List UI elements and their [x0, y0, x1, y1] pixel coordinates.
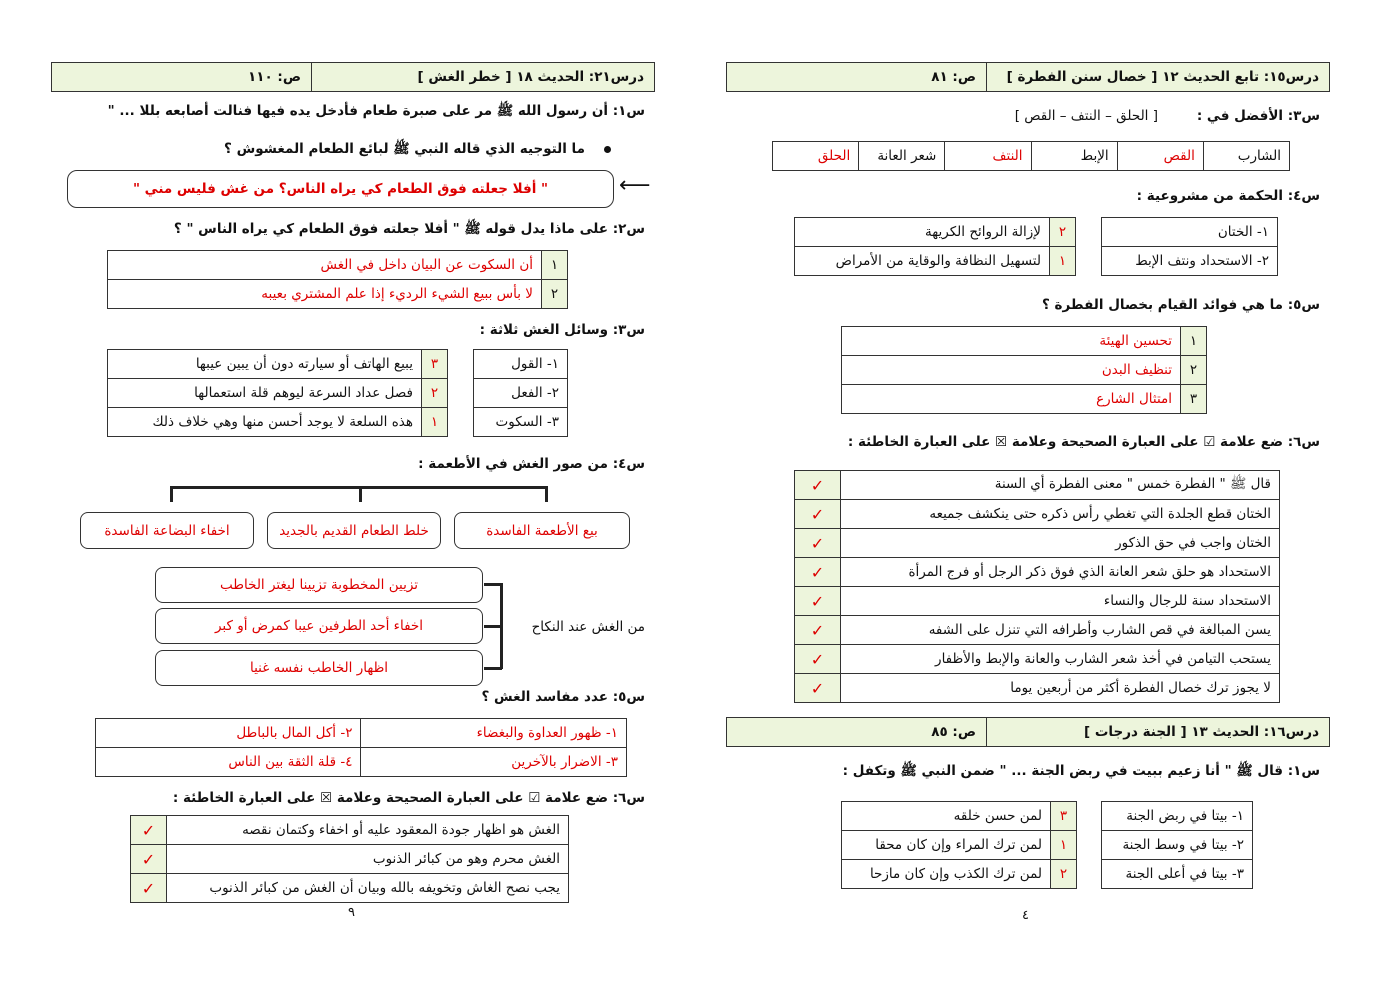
- table-row: [795, 500, 1280, 529]
- r-l16q1-num-1: ٣: [1051, 802, 1077, 831]
- r-q4-ans-2: لتسهيل النظافة والوقاية من الأمراض: [795, 247, 1050, 276]
- r-q4-items: [1101, 217, 1278, 276]
- l-q4-box-3: [80, 512, 254, 549]
- left-page-number: ٩: [348, 905, 355, 920]
- r-q6-text-8: لا يجوز ترك خصال الفطرة أكثر من أربعين يوما: [841, 674, 1280, 703]
- r-q6-text-2: الختان قطع الجلدة التي تغطي رأس ذكره حتى ينكشف جميعه: [841, 500, 1280, 529]
- table-row: [795, 558, 1280, 587]
- bracket-line: [170, 486, 173, 502]
- l-q1-sub: ما التوجيه الذي قاله النبي ﷺ لبائع الطعام المغشوش ؟: [224, 141, 585, 157]
- l-q6-text-3: يجب نصح الغاش وتخويفه بالله وبيان أن الغش من كبائر الذنوب: [167, 874, 569, 903]
- arrow-left-icon: ⟵: [619, 173, 651, 198]
- lesson16-page: ص: ٨٥: [727, 718, 987, 746]
- r-q4-label: س٤: الحكمة من مشروعية :: [1136, 188, 1320, 204]
- r-l16q1-num-3: ٢: [1051, 860, 1077, 889]
- l-q6-text-2: الغش محرم وهو من كبائر الذنوب: [167, 845, 569, 874]
- l-q1-answer-box: [67, 170, 614, 208]
- l-q3-num-2: ٢: [422, 379, 448, 408]
- l-q3-items: [473, 349, 568, 437]
- l-q4-box-1: [454, 512, 630, 549]
- check-icon: ✓: [795, 558, 841, 587]
- l-q4-label: س٤: من صور الغش في الأطعمة :: [418, 456, 645, 472]
- r-q6-text-7: يستحب التيامن في أخذ شعر الشارب والعانة والإبط والأظفار: [841, 645, 1280, 674]
- r-q6-text-3: الختان واجب في حق الذكور: [841, 529, 1280, 558]
- r-q5-table: [841, 326, 1207, 414]
- table-row: [795, 587, 1280, 616]
- r-l16q1-item-1: ١- بيتا في ربض الجنة: [1102, 802, 1253, 831]
- bracket-line: [359, 486, 362, 502]
- r-q4-answers: [794, 217, 1076, 276]
- bracket-line: [545, 486, 548, 502]
- r-q6-table: [794, 470, 1280, 703]
- r-q6-text-4: الاستحداد هو حلق شعر العانة الذي فوق ذكر الرجل أو فرج المرأة: [841, 558, 1280, 587]
- table-row: [131, 874, 569, 903]
- check-icon: ✓: [795, 674, 841, 703]
- l-q3-num-1: ٣: [422, 350, 448, 379]
- l-q2-row-1: أن السكوت عن البيان داخل في الغش: [108, 251, 542, 280]
- r-q3-a2: النتف: [945, 142, 1031, 171]
- l-q4-marriage-3-text: اظهار الخاطب نفسه غنيا: [249, 660, 389, 676]
- r-l16q1-ans-2: لمن ترك المراء وإن كان محقا: [842, 831, 1051, 860]
- l-q4-marriage-box-3: [155, 650, 483, 686]
- l-q6-text-1: الغش هو اظهار جودة المعقود عليه أو اخفاء وكتمان نقصه: [167, 816, 569, 845]
- r-q3-label: س٣: الأفضل في :: [1196, 108, 1320, 124]
- r-q3-choices: [ الحلق – النتف – القص ]: [1014, 108, 1158, 124]
- l-q5-cell-4: ٤- قلة الثقة بين الناس: [96, 748, 361, 777]
- l-q4-marriage-2-text: اخفاء أحد الطرفين عيبا كمرض أو كبر: [214, 618, 424, 634]
- r-q6-text-1: قال ﷺ " الفطرة خمس " معنى الفطرة أي السنة: [841, 471, 1280, 500]
- table-row: [795, 529, 1280, 558]
- l-q2-label: س٢: على ماذا يدل قوله ﷺ " أفلا جعلته فوق الطعام كي يراه الناس " ؟: [173, 221, 645, 237]
- table-row: [795, 674, 1280, 703]
- l-q1-answer: " أفلا جعلته فوق الطعام كي يراه الناس؟ من غش فليس مني ": [132, 181, 549, 197]
- lesson21-title: درس٢١: الحديث ١٨ [ خطر الغش ]: [417, 69, 644, 85]
- l-q3-num-3: ١: [422, 408, 448, 437]
- table-row: [131, 845, 569, 874]
- bracket-line: [484, 583, 502, 586]
- r-q4-item-2: ٢- الاستحداد ونتف الإبط: [1102, 247, 1278, 276]
- l-q5-label: س٥: عدد مفاسد الغش ؟: [481, 689, 645, 705]
- r-q5-num-3: ٣: [1181, 385, 1207, 414]
- l-q4-box-2: [267, 512, 441, 549]
- l-q6-label: س٦: ضع علامة ☑ على العبارة الصحيحة وعلامة ☒ على العبارة الخاطئة :: [172, 790, 645, 806]
- check-icon: ✓: [131, 874, 167, 903]
- r-l16q1-ans-1: لمن حسن خلقه: [842, 802, 1051, 831]
- l-q2-num-1: ١: [542, 251, 568, 280]
- r-q5-row-1: تحسين الهيئة: [842, 327, 1181, 356]
- r-q5-label: س٥: ما هي فوائد القيام بخصال الفطرة ؟: [1042, 297, 1320, 313]
- r-q4-item-1: ١- الختان: [1102, 218, 1278, 247]
- l-q4-marriage-1-text: تزيين المخطوبة تزيينا ليغتر الخاطب: [219, 577, 419, 593]
- r-l16q1-label: س١: قال ﷺ " أنا زعيم ببيت في ربض الجنة ... " ضمن النبي ﷺ وتكفل :: [842, 763, 1320, 779]
- check-icon: ✓: [795, 500, 841, 529]
- lesson16-header: [726, 717, 1330, 747]
- l-q4-marriage-box-1: [155, 567, 483, 603]
- l-q5-table: [95, 718, 627, 777]
- l-q6-table: [130, 815, 569, 903]
- r-q3-a1: القص: [1117, 142, 1203, 171]
- lesson21-header: [51, 62, 655, 92]
- r-q3-h3: شعر العانة: [859, 142, 945, 171]
- r-q3-a3: الحلق: [773, 142, 859, 171]
- r-l16q1-num-2: ١: [1051, 831, 1077, 860]
- check-icon: ✓: [131, 816, 167, 845]
- right-page-number: ٤: [1022, 908, 1029, 923]
- l-q3-answers: [107, 349, 448, 437]
- l-q3-item-2: ٢- الفعل: [474, 379, 568, 408]
- r-l16q1-item-3: ٣- بيتا في أعلى الجنة: [1102, 860, 1253, 889]
- check-icon: ✓: [795, 645, 841, 674]
- l-q1-label: س١: أن رسول الله ﷺ مر على صبرة طعام فأدخل يده فيها فنالت أصابعه بللا ... ": [107, 103, 645, 119]
- r-l16q1-item-2: ٢- بيتا في وسط الجنة: [1102, 831, 1253, 860]
- l-q2-row-2: لا بأس ببيع الشيء الرديء إذا علم المشتري بعيبه: [108, 280, 542, 309]
- l-q4-box-2-text: خلط الطعام القديم بالجديد: [279, 522, 429, 539]
- l-q4-marriage-box-2: [155, 608, 483, 644]
- l-q4-marriage-label: من الغش عند النكاح: [531, 619, 645, 635]
- l-q3-item-1: ١- القول: [474, 350, 568, 379]
- l-q5-cell-2: ٢- أكل المال بالباطل: [96, 719, 361, 748]
- lesson15-header: [726, 62, 1330, 92]
- r-l16q1-ans-3: لمن ترك الكذب وإن كان مازحا: [842, 860, 1051, 889]
- table-row: [795, 645, 1280, 674]
- bracket-line: [484, 625, 502, 628]
- r-q4-ans-1: لإزالة الروائح الكريهة: [795, 218, 1050, 247]
- check-icon: ✓: [795, 471, 841, 500]
- l-q3-ans-1: يبيع الهاتف أو سيارته دون أن يبين عيبها: [108, 350, 422, 379]
- r-q5-num-2: ٢: [1181, 356, 1207, 385]
- lesson21-page: ص: ١١٠: [52, 63, 312, 91]
- l-q3-item-3: ٣- السكوت: [474, 408, 568, 437]
- check-icon: ✓: [795, 529, 841, 558]
- r-q6-text-6: يسن المبالغة في قص الشارب وأطرافه التي تنزل على الشفه: [841, 616, 1280, 645]
- check-icon: ✓: [131, 845, 167, 874]
- l-q3-ans-2: فصل عداد السرعة ليوهم قلة استعمالها: [108, 379, 422, 408]
- r-l16q1-items: [1101, 801, 1253, 889]
- r-q6-text-5: الاستحداد سنة للرجال والنساء: [841, 587, 1280, 616]
- table-row: [795, 616, 1280, 645]
- l-q3-label: س٣: وسائل الغش ثلاثة :: [479, 322, 645, 338]
- r-q6-label: س٦: ضع علامة ☑ على العبارة الصحيحة وعلامة ☒ على العبارة الخاطئة :: [847, 434, 1320, 450]
- r-q4-num-1: ٢: [1050, 218, 1076, 247]
- r-q4-num-2: ١: [1050, 247, 1076, 276]
- l-q4-box-1-text: بيع الأطعمة الفاسدة: [486, 522, 598, 539]
- r-q5-row-2: تنظيف البدن: [842, 356, 1181, 385]
- lesson15-page: ص: ٨١: [727, 63, 987, 91]
- l-q2-table: [107, 250, 568, 309]
- r-q5-row-3: امتثال الشارع: [842, 385, 1181, 414]
- r-q3-table: [772, 141, 1290, 171]
- lesson15-title: درس١٥: تابع الحديث ١٢ [ خصال سنن الفطرة ]: [1006, 69, 1319, 85]
- r-q3-h2: الإبط: [1031, 142, 1117, 171]
- l-q3-ans-3: هذه السلعة لا يوجد أحسن منها وهي خلاف ذلك: [108, 408, 422, 437]
- r-q5-num-1: ١: [1181, 327, 1207, 356]
- l-q5-cell-1: ١- ظهور العداوة والبغضاء: [361, 719, 627, 748]
- check-icon: ✓: [795, 616, 841, 645]
- check-icon: ✓: [795, 587, 841, 616]
- r-q3-h1: الشارب: [1203, 142, 1289, 171]
- bracket-line: [484, 667, 502, 670]
- table-row: [131, 816, 569, 845]
- l-q4-box-3-text: اخفاء البضاعة الفاسدة: [104, 522, 230, 539]
- lesson16-title: درس١٦: الحديث ١٣ [ الجنة درجات ]: [1083, 724, 1319, 740]
- bullet-icon: [604, 146, 611, 153]
- r-l16q1-answers: [841, 801, 1077, 889]
- table-row: [795, 471, 1280, 500]
- l-q2-num-2: ٢: [542, 280, 568, 309]
- l-q5-cell-3: ٣- الاضرار بالآخرين: [361, 748, 627, 777]
